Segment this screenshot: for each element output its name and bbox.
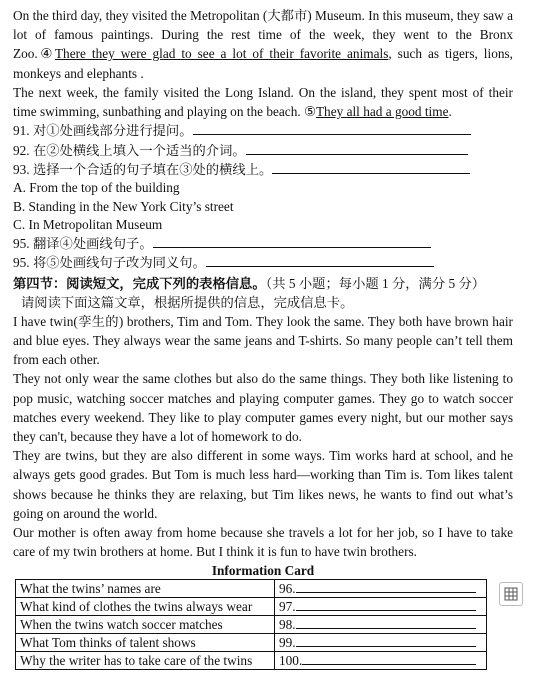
- para2-underlined-sentence: They all had a good time: [315, 104, 449, 120]
- row-label: Why the writer has to take care of the twins: [16, 651, 275, 669]
- question-95b-text: 95. 将⑤处画线句子改为同义句。: [13, 255, 206, 271]
- row-label: What Tom thinks of talent shows: [16, 633, 275, 651]
- question-93-text: 93. 选择一个合适的句子填在③处的横线上。: [13, 162, 273, 178]
- option-a: A. From the top of the building: [13, 180, 180, 196]
- passage-paragraph-2: They not only wear the same clothes but also do the same things. They both like listening to pop music, watching soccer matches and playing computer games. They go to watch soccer matches every weekend. They like to play computer games every night, but our mother says they can't, because they have a lot of homework to do.: [13, 371, 513, 445]
- answer-cell-99[interactable]: [275, 633, 487, 651]
- grid-app-icon-glyph: [504, 587, 518, 601]
- answer-number: 97.: [279, 598, 296, 614]
- answer-number: 98.: [279, 616, 296, 632]
- answer-cell-100[interactable]: [275, 651, 487, 669]
- answer-number: 100.: [279, 652, 303, 668]
- answer-blank-96[interactable]: [296, 580, 476, 593]
- option-c: C. In Metropolitan Museum: [13, 216, 163, 232]
- answer-number: 96.: [279, 580, 296, 596]
- table-row: [16, 633, 487, 651]
- section-instruction: 请阅读下面这篇文章，根据所提供的信息，完成信息卡。: [21, 294, 354, 310]
- paragraph-museum: [13, 6, 513, 83]
- question-91: [13, 121, 513, 140]
- para1-text: On the third day, they visited the Metropolitan (大都市) Museum. In this museum, they saw a lot of famous paintings. During the rest time of the week, they went to the Bronx Zoo.④: [13, 8, 513, 62]
- answer-cell-98[interactable]: [275, 615, 487, 633]
- answer-blank-99[interactable]: [296, 634, 476, 647]
- answer-blank-100[interactable]: [302, 652, 476, 665]
- answer-blank-91[interactable]: [193, 122, 471, 135]
- question-95-rewrite: [13, 253, 513, 272]
- passage-paragraph-3: They are twins, but they are also different in some ways. Tim works hard at school, and he always gets good grades. But Tom is much less hard—working than Tim is. Tom likes talent shows because he thinks they are relaxing, but Tim likes news, he wants to find out what’s going on around the world.: [13, 448, 513, 521]
- row-label: What kind of clothes the twins always wear: [16, 597, 275, 615]
- section-title-text: 第四节：阅读短文，完成下列的表格信息。: [13, 275, 266, 291]
- table-row: [16, 597, 487, 615]
- information-card-table: [15, 579, 487, 670]
- worksheet-page: [13, 6, 513, 670]
- question-92: [13, 141, 513, 160]
- answer-cell-96[interactable]: [275, 579, 487, 597]
- table-row: [16, 579, 487, 597]
- passage-paragraph-4: Our mother is often away from home because she travels a lot for her job, so I have to take care of my twin brothers at home. But I think it is fun to have twin brothers.: [13, 525, 513, 560]
- table-row: [16, 651, 487, 669]
- para1-underlined-sentence: There they were glad to see a lot of their favorite animals: [54, 46, 389, 62]
- answer-blank-97[interactable]: [296, 598, 476, 611]
- question-95-translate: [13, 234, 513, 253]
- grid-app-icon[interactable]: [499, 582, 523, 606]
- passage-paragraph-1: I have twin(孪生的) brothers, Tim and Tom. They look the same. They both have brown hair and blue eyes. They always wear the same jeans and T-shirts. So many people can’t tell them from each other.: [13, 313, 513, 368]
- para2-text: The next week, the family visited the Long Island. On the island, they spent most of their time swimming, sunbathing and playing on the beach. ⑤: [13, 84, 513, 120]
- option-b: B. Standing in the New York City’s street: [13, 198, 234, 214]
- para1-tail: , such as tigers, lions, monkeys and elephants .: [13, 46, 513, 81]
- question-92-text: 92. 在②处横线上填入一个适当的介词。: [13, 142, 246, 158]
- row-label: What the twins’ names are: [16, 579, 275, 597]
- answer-cell-97[interactable]: [275, 597, 487, 615]
- para2-tail: .: [448, 104, 452, 120]
- table-row: [16, 615, 487, 633]
- answer-blank-95b[interactable]: [206, 254, 434, 267]
- answer-blank-93[interactable]: [272, 161, 470, 174]
- answer-number: 99.: [279, 634, 296, 650]
- section-detail-text: （共 5 小题；每小题 1 分，满分 5 分）: [265, 275, 486, 291]
- section-four-title: [13, 274, 513, 293]
- information-card-title: Information Card: [211, 562, 315, 578]
- paragraph-long-island: [13, 83, 513, 121]
- answer-blank-95a[interactable]: [153, 235, 431, 248]
- answer-blank-92[interactable]: [246, 142, 468, 155]
- question-95a-text: 95. 翻译④处画线句子。: [13, 236, 153, 252]
- question-93: [13, 160, 513, 179]
- row-label: When the twins watch soccer matches: [16, 615, 275, 633]
- question-91-text: 91. 对①处画线部分进行提问。: [13, 123, 193, 139]
- answer-blank-98[interactable]: [296, 616, 476, 629]
